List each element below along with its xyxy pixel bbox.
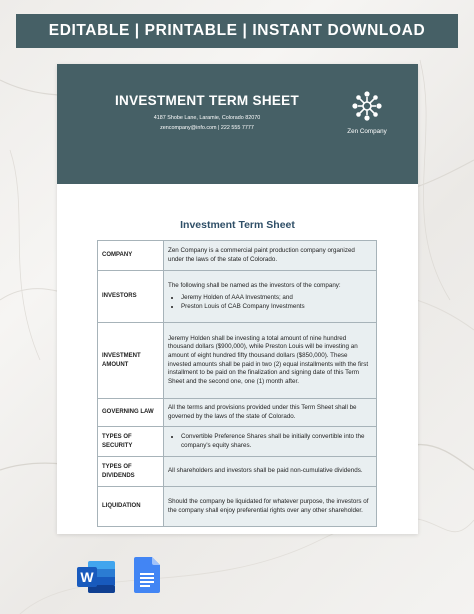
top-banner: [16, 14, 458, 48]
row-label: GOVERNING LAW: [98, 399, 164, 427]
list-item: • Convertible Preference Shares shall be initially convertible into the company's equity shares.: [181, 433, 372, 450]
document-header: [57, 64, 418, 184]
row-label: LIQUIDATION: [98, 487, 164, 527]
banner-text: EDITABLE | PRINTABLE | INSTANT DOWNLOAD: [48, 22, 426, 39]
row-value: Jeremy Holden shall be investing a total amount of nine hundred thousand dollars ($900,000), while Preston Louis will be investing an amount of eight hundred fifty thousand dollars ($850,000). These invested amounts shall be paid in two (2) equal installments with the first installment to be paid on the finalization and signing date of this Term Sheet and the second one, one (1) month after.: [164, 323, 377, 399]
company-contact: zencompany@info.com | 222 555 7777: [160, 125, 254, 131]
table-row: [98, 487, 377, 527]
document-page: [57, 64, 418, 534]
section-title: Investment Term Sheet: [180, 219, 295, 231]
word-icon-letter: W: [80, 569, 94, 585]
company-address: 4187 Shobe Lane, Laramie, Colorado 82070: [153, 115, 261, 121]
row-label: INVESTMENT AMOUNT: [98, 323, 164, 399]
table-row: [98, 427, 377, 457]
microsoft-word-icon[interactable]: [76, 560, 116, 594]
list-item: • Jeremy Holden of AAA Investments; and: [181, 294, 372, 303]
google-docs-icon[interactable]: [134, 557, 160, 593]
list-item: • Preston Louis of CAB Company Investments: [181, 303, 372, 312]
row-label: TYPES OF SECURITY: [98, 427, 164, 457]
table-row: [98, 399, 377, 427]
table-row: [98, 271, 377, 323]
investors-list: [168, 294, 372, 311]
row-label: TYPES OF DIVIDENDS: [98, 457, 164, 487]
row-label: COMPANY: [98, 241, 164, 271]
row-value: [164, 271, 377, 323]
flower-network-icon: [350, 89, 384, 123]
row-value: [164, 427, 377, 457]
row-value: Zen Company is a commercial paint production company organized under the laws of the state of Colorado.: [164, 241, 377, 271]
row-label: INVESTORS: [98, 271, 164, 323]
investors-intro: The following shall be named as the investors of the company:: [168, 281, 341, 289]
table-row: [98, 241, 377, 271]
term-sheet-table: [97, 240, 377, 527]
row-value: All shareholders and investors shall be paid non-cumulative dividends.: [164, 457, 377, 487]
security-list: [168, 433, 372, 450]
company-name: Zen Company: [347, 128, 387, 135]
table-row: [98, 457, 377, 487]
row-value: Should the company be liquidated for whatever purpose, the investors of the company shall enjoy preferential rights over any other shareholder.: [164, 487, 377, 527]
document-title: INVESTMENT TERM SHEET: [114, 93, 300, 108]
table-row: [98, 323, 377, 399]
row-value: All the terms and provisions provided under this Term Sheet shall be governed by the laws of the state of Colorado.: [164, 399, 377, 427]
